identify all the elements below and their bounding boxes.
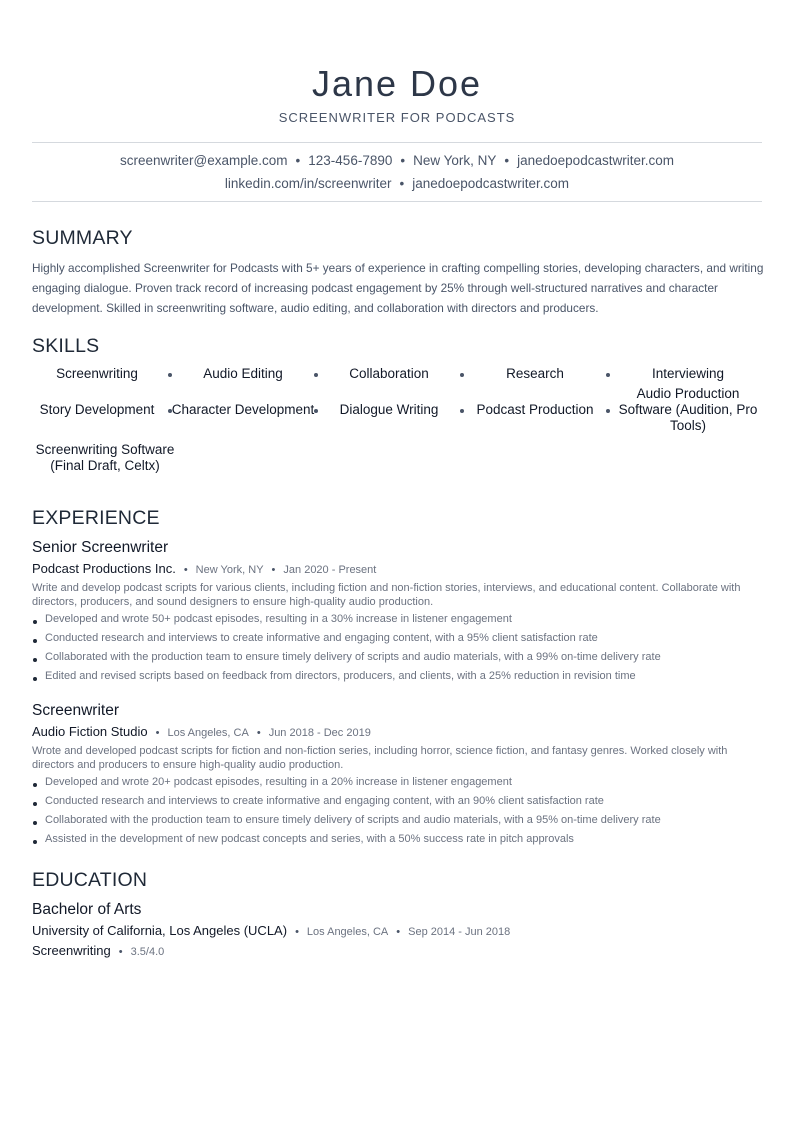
skill-item: Research bbox=[506, 366, 564, 381]
skill-item: Collaboration bbox=[349, 366, 429, 381]
job-dates: Jun 2018 - Dec 2019 bbox=[268, 727, 371, 739]
separator-dot: • bbox=[118, 946, 123, 958]
achievement-item: Conducted research and interviews to create informative and engaging content, with an 90% client satisfaction rate bbox=[32, 792, 762, 811]
skill-item: Screenwriting Software (Final Draft, Celtx) bbox=[35, 442, 175, 473]
contact-line-2 bbox=[32, 172, 762, 196]
contact-website-2[interactable]: janedoepodcastwriter.com bbox=[412, 176, 570, 191]
skills-grid bbox=[32, 360, 764, 484]
job-achievements bbox=[32, 610, 762, 686]
skill-item: Dialogue Writing bbox=[339, 402, 439, 417]
contact-linkedin[interactable]: linkedin.com/in/screenwriter bbox=[224, 176, 392, 191]
skill-item: Story Development bbox=[39, 402, 155, 417]
job-description: Write and develop podcast scripts for various clients, including fiction and non-fiction stories, interviews, and educational content. Collaborate with directors, producers, and sound designers to ensure high-quality audio production. bbox=[32, 582, 741, 608]
achievement-item: Conducted research and interviews to create informative and engaging content, with a 95% client satisfaction rate bbox=[32, 629, 762, 648]
candidate-title: SCREENWRITER FOR PODCASTS bbox=[278, 110, 516, 125]
contact-website[interactable]: janedoepodcastwriter.com bbox=[517, 153, 674, 168]
skill-item: Interviewing bbox=[651, 366, 725, 381]
skills-heading: SKILLS bbox=[32, 335, 100, 357]
job-title: Senior Screenwriter bbox=[32, 539, 169, 556]
skill-item: Audio Editing bbox=[203, 366, 283, 381]
skills-row bbox=[32, 388, 764, 432]
separator-dot: • bbox=[271, 564, 276, 576]
skill-item: Podcast Production bbox=[476, 402, 594, 417]
contact-phone[interactable]: 123-456-7890 bbox=[308, 153, 393, 168]
candidate-name: Jane Doe bbox=[311, 63, 483, 104]
contact-line-1 bbox=[32, 149, 762, 173]
job-meta bbox=[32, 724, 371, 739]
skills-row bbox=[32, 360, 764, 388]
education-dates: Sep 2014 - Jun 2018 bbox=[408, 926, 511, 938]
separator-dot: • bbox=[399, 176, 405, 191]
achievement-item: Edited and revised scripts based on feedback from directors, producers, and clients, with a 25% reduction in revision time bbox=[32, 667, 762, 686]
separator-dot: • bbox=[295, 926, 299, 938]
summary-text: Highly accomplished Screenwriter for Podcasts with 5+ years of experience in crafting compelling stories, developing characters, and writing engaging dialogue. Proven track record of increasing podcast engagement by 25% through well-structured narratives and character development. Skilled in screenwriting software, audio editing, and collaboration with directors and producers. bbox=[32, 261, 764, 315]
job-dates: Jan 2020 - Present bbox=[283, 564, 377, 576]
degree-title: Bachelor of Arts bbox=[32, 901, 142, 918]
job-location: Los Angeles, CA bbox=[167, 727, 249, 739]
gpa: 3.5/4.0 bbox=[130, 946, 165, 958]
separator-dot: • bbox=[295, 153, 301, 168]
skill-item: Audio Production Software (Audition, Pro Tools) bbox=[618, 386, 758, 433]
achievement-item: Assisted in the development of new podcast concepts and series, with a 50% success rate in pitch approvals bbox=[32, 830, 762, 849]
achievement-item: Developed and wrote 50+ podcast episodes, resulting in a 30% increase in listener engagement bbox=[32, 610, 762, 629]
skills-row bbox=[32, 432, 764, 484]
separator-dot: • bbox=[256, 727, 261, 739]
contact-location: New York, NY bbox=[413, 153, 497, 168]
education-meta bbox=[32, 923, 510, 938]
school-name: University of California, Los Angeles (UCLA) bbox=[32, 923, 288, 938]
separator-dot: • bbox=[396, 926, 401, 938]
separator-dot: • bbox=[183, 564, 188, 576]
resume-header bbox=[0, 62, 794, 125]
summary-heading: SUMMARY bbox=[32, 227, 133, 249]
job-location: New York, NY bbox=[195, 564, 264, 576]
separator-dot: • bbox=[504, 153, 510, 168]
achievement-item: Collaborated with the production team to ensure timely delivery of scripts and audio materials, with a 95% on-time delivery rate bbox=[32, 811, 762, 830]
school-location: Los Angeles, CA bbox=[306, 926, 389, 938]
job-meta bbox=[32, 561, 376, 576]
achievement-item: Collaborated with the production team to ensure timely delivery of scripts and audio materials, with a 99% on-time delivery rate bbox=[32, 648, 762, 667]
experience-heading: EXPERIENCE bbox=[32, 507, 160, 529]
separator-dot: • bbox=[400, 153, 406, 168]
contact-divider bbox=[32, 201, 762, 202]
job-description: Wrote and developed podcast scripts for fiction and non-fiction series, including horror, science fiction, and fantasy genres. Worked closely with directors and producers to ensure high-quality audio production. bbox=[32, 745, 728, 771]
job-achievements bbox=[32, 773, 762, 849]
contact-email[interactable]: screenwriter@example.com bbox=[120, 153, 288, 168]
skill-item: Character Development bbox=[171, 402, 315, 417]
achievement-item: Developed and wrote 20+ podcast episodes, resulting in a 20% increase in listener engagement bbox=[32, 773, 762, 792]
job-company: Audio Fiction Studio bbox=[32, 724, 148, 739]
separator-dot: • bbox=[155, 727, 160, 739]
education-heading: EDUCATION bbox=[32, 869, 148, 891]
skill-separator-dot bbox=[606, 373, 610, 377]
field-of-study: Screenwriting bbox=[32, 943, 111, 958]
header-divider bbox=[32, 142, 762, 143]
education-field-meta bbox=[32, 943, 164, 958]
skill-separator-dot bbox=[606, 409, 610, 413]
job-title: Screenwriter bbox=[32, 702, 119, 719]
skill-item: Screenwriting bbox=[56, 366, 138, 381]
job-company: Podcast Productions Inc. bbox=[32, 561, 176, 576]
